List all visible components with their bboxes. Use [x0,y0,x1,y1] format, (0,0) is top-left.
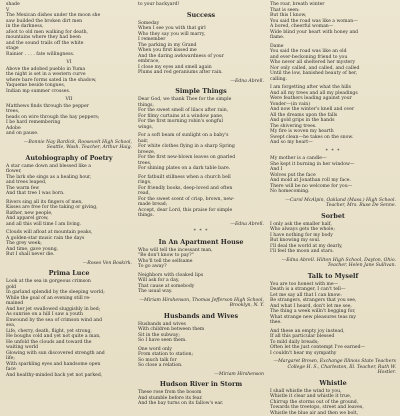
poem-line: trees, [138,161,264,167]
poem-line: Indian mp summer crosses. [6,89,132,95]
poem-title: Whistle [270,379,396,387]
poem-line: Someday [138,21,264,27]
poem-line: and trees leaped, [6,180,132,186]
poem-line: Death is a stranger, I can't tell— [270,287,396,293]
poem-title: Talk to Myself [270,272,396,280]
author-credit: —Edna Abrell. [138,222,264,228]
poem-line: Husbands and wives [138,322,264,328]
poem-line: He unfold the clouds and toward the [6,340,132,346]
poem-line: Dear God, we thank Thee for the simple [138,97,264,103]
poem-line: I'll deal the world at my dearly, [270,244,396,250]
poem-stanza [6,67,132,95]
poem-stanza [270,44,396,83]
poem-line: But this I know, [270,13,396,19]
poem-line: For shining plates on a dark table bare. [138,166,264,172]
poem-line: And that tree I was born. [6,191,132,197]
poem-line: And so my heart— [270,140,396,146]
poem-line: And healthy-minded back yet not parked, [6,373,132,379]
poem-line: But I shall never die. [6,252,132,258]
author-credit: —Roseo Ven Boskirk. [6,261,132,267]
poem-line: With children between them [138,327,264,333]
poem-stanza [138,248,264,270]
poem-line: and the sound trails off the white [6,41,132,47]
poem-line: afoot to old men walking for death, [6,30,132,36]
section-numeral: VII [6,97,132,103]
poem-line: The warm few [6,186,132,192]
poem-line: And now the winter's knell and over [270,107,396,113]
poem-line: Accept, dear Lord, this praise for simple [138,208,264,214]
poem-line: Yaqueme beside tongues, [6,83,132,89]
poem-line: No homecoming. [270,189,396,195]
poem-line: where bare forms sated in the shadow, [6,78,132,84]
poem-line: "Be don't know to pay?" [138,253,264,259]
poem-line: A bored, cheerful woman— [270,24,396,30]
poem-line: For fatbuilt stillness when a church bell [138,175,264,181]
poem-line: thee. [270,320,396,326]
poem-line: stage [6,46,132,52]
column-right [270,0,396,400]
poem-line: The Mexican dishes under the moon she [6,13,132,19]
poem-line: You said the road was like an old [270,49,396,55]
poem-line: Chirrup the storms out of the ground, [270,400,396,406]
poem-line: For friendly books, deep-loved and often [138,186,264,192]
poem-line: These rose from the bosom [138,390,264,396]
poem-line: As sunrise on a hill I saw a youth [6,312,132,318]
column-middle [138,0,264,400]
poem-line: To go away? [138,264,264,270]
poem-line: Dame [270,44,396,50]
poem-title: Success [138,11,264,19]
poem-stanza [270,2,396,41]
poem-line: One word only [138,347,264,353]
poem-line: heads on wire through the hay peppers; [6,115,132,121]
poem-line: The parking in my Grand [138,43,264,49]
poem-title: In An Apartment House [138,238,264,246]
poem-line: The usual way. [138,289,264,295]
poem-line: Above the adobed pueblo in Yuma [6,67,132,73]
poem-stanza [6,104,132,137]
poem-line: Sit in the subway; [138,333,264,339]
poem-line: Enwound by the sea of crimson wind and [6,318,132,324]
poem-line: V [6,8,132,14]
poem-stanza [138,21,264,76]
poem-line: Whistle it clear and whistle it true, [270,394,396,400]
author-credit: —Bonnie Nay Bardick, Roosevelt High School, Seattle, Wash. Teacher, Arthur Haig. [6,140,132,151]
poem-line: Look at the sea in gorgeous crimson [6,279,132,285]
poem-line: But knowing my soul. [270,238,396,244]
poem-line: sea, [6,323,132,329]
author-credit: —Miriam Hirshenson [138,372,264,378]
poem-line: The lark she sings as a healing hour, [6,175,132,181]
section-divider: * * * [270,149,396,155]
poem-line: When you first kissed me [138,48,264,54]
poem-line: Matthews finds through the pepper [6,104,132,110]
poem-line: In garland splendid by the sleeping world; [6,290,132,296]
poem-line: You are too honest with me— [270,282,396,288]
poem-line: Rivers sing all its fingers of men, [6,200,132,206]
poem-line: For the sweet smell of lilacs after rain, [138,108,264,114]
poem-line: embrace, [138,59,264,65]
poem-line: And time, gave young, [6,247,132,253]
poem-line: rings, [138,180,264,186]
poem-line: Will ask for a day, [138,278,264,284]
poem-line: So close a relation. [138,363,264,369]
poem-line: wings, [138,125,264,131]
poem-line: in the darkness, [6,24,132,30]
poem-line: Yonder—(in vain) [270,102,396,108]
poem-line: The roar, breath winter [270,2,396,8]
poem-stanza [270,156,396,195]
poem-line: That cause at somebody [138,284,264,290]
poem-line: Towards the treetops, street and leaves, [270,405,396,411]
poem-line: Until the low, banished beauty of her, [270,71,396,77]
poem-line: Be strangers, strangers that you see, [270,298,396,304]
poem-stanza [6,200,132,228]
poem-line: Wide blind your heart with honey and [270,30,396,36]
poem-stanza [138,97,264,130]
poem-stanza [270,282,396,326]
poem-line: For the sweet scent of crisp, brown, new- [138,197,264,203]
poem-line: So I have seen them. [138,338,264,344]
poem-line: Kisses are free for the taking or giving, [6,205,132,211]
poem-line: I am forgetting after what the hills [270,85,396,91]
poem-stanza [270,222,396,255]
poem-line: Neighbors with cloaked lips [138,273,264,279]
author-credit: —Edna Abrell. Hilton High School, Dayton, Ohio. Teacher, Helen Jane Sullivan. [270,258,396,269]
poem-line: and ever-beckoning friend to you [270,55,396,61]
poem-line: the night is set in a western curve [6,72,132,78]
poem-line: From station to station; [138,352,264,358]
poem-line: What strange new pleasures teas my [270,315,396,321]
poem-line: And stumble before its fear. [138,396,264,402]
poem-stanza [138,273,264,295]
poem-line: And what I heard, don't let me see, [270,304,396,310]
poem-line: To mild daily breads; [270,340,396,346]
poem-line: And all my trees and all my pleadings [270,91,396,97]
poem-line: A golden-star music rain the days [6,236,132,242]
poem-title: Autobiography of Poetry [6,154,132,162]
section-numeral: VI [6,60,132,66]
poem-line: I shall whistle the wind to you, [270,389,396,395]
poem-line: A star came down and blessed like a [6,164,132,170]
poem-line: While the goal of an evening still re- [6,296,132,302]
poem-line: With sparkling eyes and handsome open [6,362,132,368]
poem-line: made bread; [138,202,264,208]
poem-line: Whistle the blue air and then we bolt, [270,411,396,416]
poem-line: calling. [270,77,396,83]
poem-line: gold [6,285,132,291]
poem-line: read, [138,191,264,197]
poem-line: So much talk for [138,358,264,364]
poem-line: And the bay turns on its fallow's ear. [138,401,264,407]
poem-line: For a soft beam of sunlight on a baby's [138,133,264,139]
poem-line: I have nothing for my body [270,233,396,239]
poem-stanza [6,164,132,197]
poem-line: And these an empty joy instead, [270,329,396,335]
poem-line: and all this will time I am living. [6,222,132,228]
poem-line: Swept clean—he takes on the snow. [270,135,396,141]
poem-line: waiting world [6,345,132,351]
poem-line: Adobe [6,126,132,132]
poem-line: For the first morning robin's songful [138,119,264,125]
poem-line: Who will tell the incessant man, [138,248,264,254]
poem-line: That is seen: [270,8,396,14]
poem-stanza [270,329,396,357]
poem-line: All the dreams upon the falls [270,113,396,119]
poem-line: Who they say you will marry, [138,32,264,38]
poem-line: saw builded the broken dirt men [6,19,132,25]
poem-line: hair, [138,139,264,145]
poem-line: things. [138,213,264,219]
poem-stanza [138,390,264,407]
poem-line: She kept it burning in her window— [270,162,396,168]
poem-line: Who always gets the whole; [270,227,396,233]
poem-line: The grey week; [6,241,132,247]
poem-title: Simple Things [138,87,264,95]
poem-stanza [138,175,264,219]
poem-line: Let me say all that I can know: [270,293,396,299]
poem-line: I only ask the smaller half, [270,222,396,228]
poem-line: And apparel grow, [6,216,132,222]
poem-line: Nor only called, and called, and called [270,66,396,72]
poem-line: Who never all sheltered her mystery [270,60,396,66]
poem-line: flower, [6,169,132,175]
poem-stanza [6,2,132,57]
poem-line: The shivering trees. [270,124,396,130]
poem-line: Were feathers leading against your [270,96,396,102]
poem-line: Clouds will afloat at mountain peaks, [6,230,132,236]
poem-line: My fire is woven my hearth [270,129,396,135]
poem-title: Hudson River in Storm [138,380,264,388]
poem-stanza [138,347,264,369]
poem-line: There will be no welcome for you— [270,184,396,190]
author-credit: —Margaret Brown, Exchange Illinois State Teachers College H. S., Charleston, Ill. Teacher, Ruth W. Hostler. [270,359,396,376]
author-credit: —Edna Abrell. [138,79,264,85]
poem-line: Rainier . . . . fate willingness. [6,52,132,58]
poem-line: Plums and red geraniums after rain. [138,70,264,76]
poem-stanza [138,322,264,344]
poem-stanza [138,2,264,8]
author-credit: —Miriam Hirshenson, Thomas Jefferson High School, Brooklyn, N. Y. [138,298,264,309]
poem-line: Often let the just contempt I've earned— [270,345,396,351]
poem-line: mained [6,301,132,307]
poem-line: Wolves put the face [270,173,396,179]
poem-title: Prima Luce [6,269,132,277]
poem-line: For filmy curtains at a window pane, [138,114,264,120]
poem-stanza [138,133,264,172]
poem-line: He boughs cold and yet not quite a man, [6,334,132,340]
poem-line: And mold at Jonathan roll my face. [270,178,396,184]
poem-line: And I [270,167,396,173]
poem-line: And the daring awkwardness of your [138,54,264,60]
poem-stanza [6,279,132,378]
poem-line: things, [138,103,264,109]
poem-line: I be hard remembering [6,120,132,126]
poem-line: I couldn't hear my sympathy [270,351,396,357]
poem-line: breeze, [138,150,264,156]
poem-stanza [270,389,396,416]
poem-title: Husbands and Wives [138,312,264,320]
poem-line: life; [6,356,132,362]
section-divider: * * * [138,229,264,235]
poem-line: For the first new-blown leaves on gnarled [138,155,264,161]
poem-stanza [270,85,396,146]
column-left [6,0,132,400]
poem-line: My mother is a candle— [270,156,396,162]
poem-line: Rather, new people, [6,211,132,217]
poem-line: flame. [270,35,396,41]
poem-line: Who'll tell the selfsame [138,259,264,265]
poem-line: When I see you with that girl [138,26,264,32]
poem-line: Life, cherry, death, flight, yet strong, [6,329,132,335]
poem-line: to your backyard! [138,2,264,8]
poem-line: and on pause. [6,131,132,137]
poem-line: If all this particular blessed [270,334,396,340]
poem-line: shade [6,2,132,8]
poem-line: I'll feel the moon and stars. [270,249,396,255]
poem-line: And her jet swallowed sluggishly in bed; [6,307,132,313]
poem-line: face [6,367,132,373]
poem-title: Sorbet [270,212,396,220]
poem-line: mountains where they had been [6,35,132,41]
poem-line: And gold grips in the hands [270,118,396,124]
poem-line: You said the road was like a woman— [270,19,396,25]
poem-line: I close my eyes and smell again [138,65,264,71]
poem-line: Glowing with sun discovered strength and [6,351,132,357]
author-credit: —Carol McAlpin, Oakland (Mass.) High School. Teacher, Mrs. Ruse De Senne. [270,198,396,209]
poem-line: I remember [138,37,264,43]
poem-stanza [6,230,132,258]
poem-line: The thing a week willn't begging for, [270,309,396,315]
poem-line: trees, [6,109,132,115]
poem-line: For white clothes flying in a sharp Spring [138,144,264,150]
